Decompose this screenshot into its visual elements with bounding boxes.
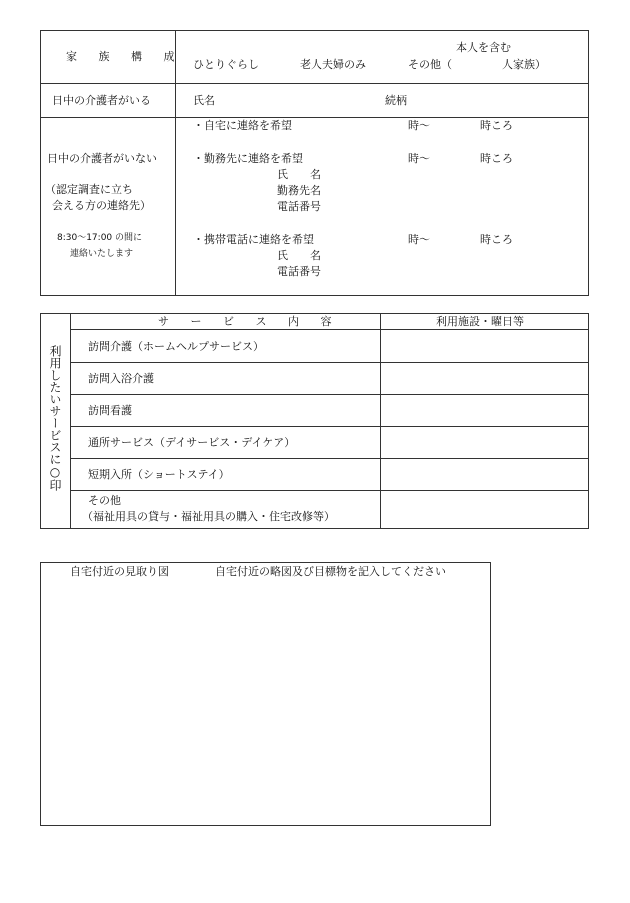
services-col-divider [380,313,381,529]
services-side-label: 利用したいサービスに○印 [48,345,62,491]
map-instruction: 自宅付近の略図及び目標物を記入してください [215,565,446,578]
services-header-content: サ ー ビ ス 内 容 [158,315,341,328]
services-header-divider [70,329,589,330]
contact-option-mobile[interactable]: ・携帯電話に連絡を希望 [193,233,314,246]
workplace-field-company: 勤務先名 [277,184,321,197]
service-other-detail: （福祉用具の貸与・福祉用具の購入・住宅改修等） [82,510,335,523]
service-home-help[interactable]: 訪問介護（ホームヘルプサービス） [88,340,264,353]
services-side-divider [70,313,71,529]
services-header-facility: 利用施設・曜日等 [436,315,524,328]
table1-col-divider [175,30,176,296]
home-time-to: 時ころ [480,119,513,132]
family-option-other[interactable]: その他（ [408,58,452,71]
name-label: 氏名 [193,94,215,107]
family-note-top: 本人を含む [456,41,511,54]
mobile-field-name: 氏 名 [277,249,321,262]
family-option-elderly-couple[interactable]: 老人夫婦のみ [300,58,366,71]
services-row-divider-3 [70,426,589,427]
daytime-absent-label: 日中の介護者がいない [47,152,157,165]
services-row-divider-5 [70,490,589,491]
relation-label: 続柄 [385,94,407,107]
contact-option-workplace[interactable]: ・勤務先に連絡を希望 [193,152,303,165]
contact-note: 連絡いたします [70,249,134,259]
table1-row-divider-1 [40,83,589,84]
contact-option-home[interactable]: ・自宅に連絡を希望 [193,119,292,132]
services-row-divider-4 [70,458,589,459]
service-nursing[interactable]: 訪問看護 [88,404,132,417]
services-row-divider-2 [70,394,589,395]
table1-row-divider-2 [40,117,589,118]
service-other[interactable]: その他 [88,494,121,507]
map-title: 自宅付近の見取り図 [70,565,169,578]
service-bathing[interactable]: 訪問入浴介護 [88,372,154,385]
home-time-from: 時～ [408,119,430,132]
workplace-time-from: 時～ [408,152,430,165]
home-map-box[interactable] [40,562,491,826]
mobile-time-to: 時ころ [480,233,513,246]
service-day-care[interactable]: 通所サービス（デイサービス・デイケア） [88,436,296,449]
family-option-other-count: 人家族） [502,58,546,71]
daytime-absent-sub-2: 会える方の連絡先） [52,199,151,212]
services-row-divider-1 [70,362,589,363]
workplace-time-to: 時ころ [480,152,513,165]
mobile-field-phone: 電話番号 [277,265,321,278]
daytime-absent-sub-1: （認定調査に立ち [45,183,133,196]
workplace-field-name: 氏 名 [277,168,321,181]
workplace-field-phone: 電話番号 [277,200,321,213]
daytime-present-label: 日中の介護者がいる [52,94,151,107]
service-short-stay[interactable]: 短期入所（ショートステイ） [88,468,230,481]
mobile-time-from: 時～ [408,233,430,246]
contact-hours-note: 8:30～17:00 の間に [57,233,143,243]
family-header: 家 族 構 成 [66,50,184,63]
family-option-alone[interactable]: ひとりぐらし [193,58,259,71]
